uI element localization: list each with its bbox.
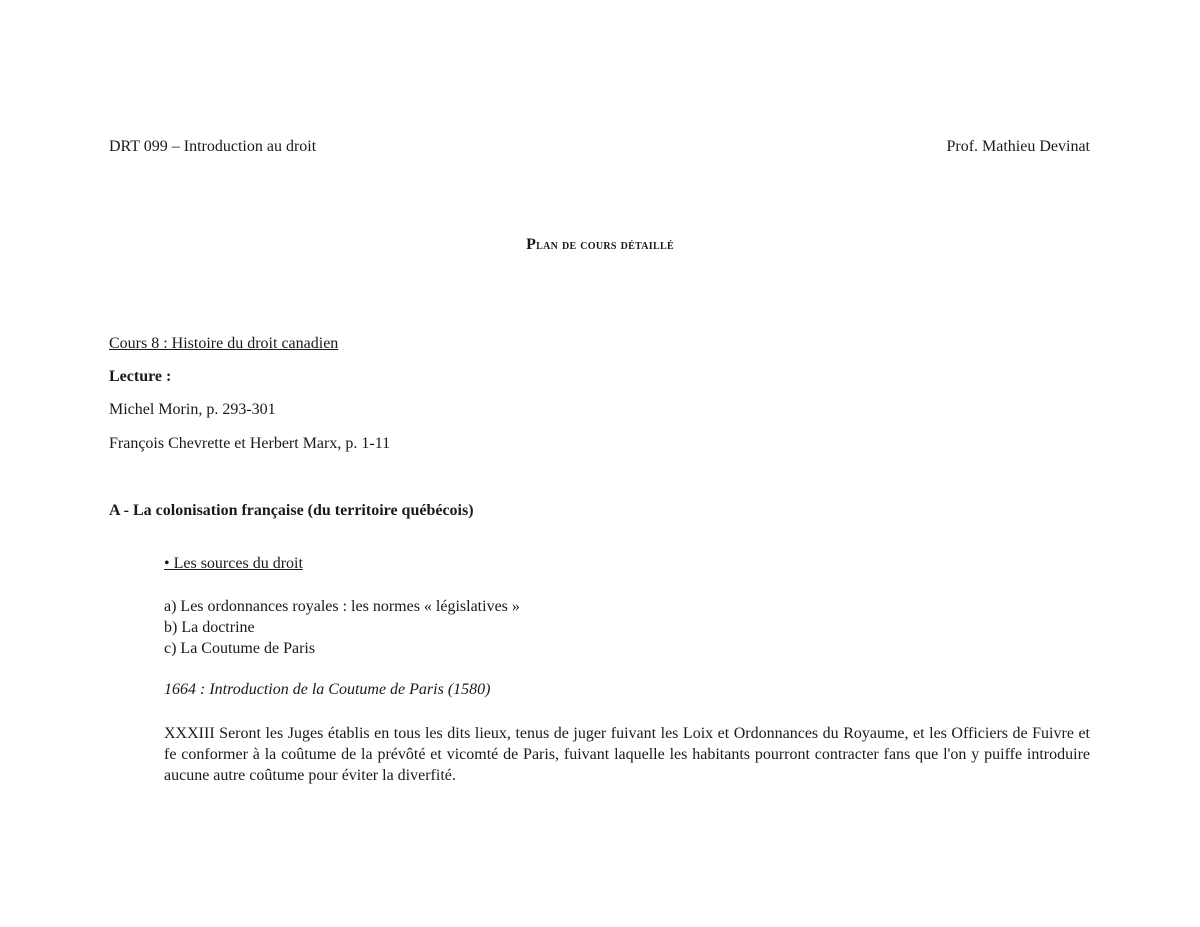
page-title [0,236,1200,254]
sources-bullet: • Les sources du droit [164,555,303,572]
course-code-header: DRT 099 – Introduction au droit [109,138,317,155]
section-a-heading: A - La colonisation française (du territoire québécois) [109,502,474,519]
source-item: c) La Coutume de Paris [164,640,316,657]
source-item: b) La doctrine [164,619,255,636]
reading-label: Lecture : [109,368,172,385]
reading-item: Michel Morin, p. 293-301 [109,401,276,418]
historical-quote: XXXIII Seront les Juges établis en tous les dits lieux, tenus de juger fuivant les Loix et Ordonnances du Royaume, et les Officiers de Fuivre et fe conformer à la coûtume de la prévôté et vicomté de Paris, fuivant laquelle les habitants pourront contracter fans que l'on y puiffe introduire aucune autre coûtume pour éviter la diverfité. [164,725,1090,784]
lesson-heading: Cours 8 : Histoire du droit canadien [109,335,339,352]
title-rest: lan de cours détaillé [536,238,674,253]
reading-item: François Chevrette et Herbert Marx, p. 1-11 [109,435,391,452]
date-note: 1664 : Introduction de la Coutume de Paris (1580) [164,681,491,698]
source-item: a) Les ordonnances royales : les normes « législatives » [164,598,520,615]
title-first-letter: P [526,236,537,253]
professor-header: Prof. Mathieu Devinat [946,138,1090,155]
